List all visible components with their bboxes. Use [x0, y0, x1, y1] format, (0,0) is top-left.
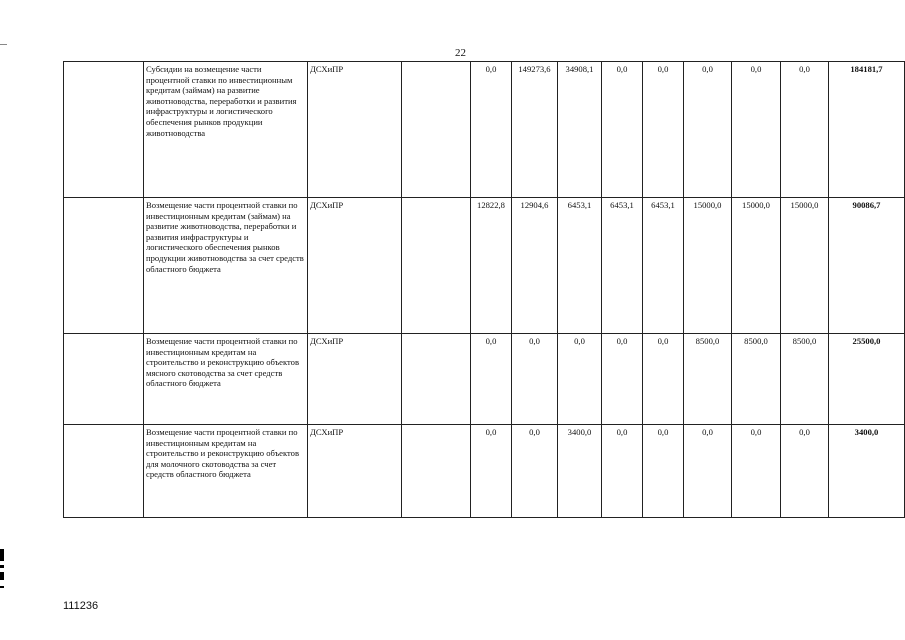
- value-cell: 0,0: [781, 425, 829, 518]
- budget-table: [63, 61, 905, 518]
- value-cell: 3400,0: [558, 425, 602, 518]
- value-cell: 0,0: [471, 62, 512, 198]
- scan-margin-mark: [0, 586, 4, 588]
- value-cell: 0,0: [471, 334, 512, 425]
- value-cell: 0,0: [643, 62, 684, 198]
- total-cell: 3400,0: [829, 425, 905, 518]
- total-cell: 90086,7: [829, 198, 905, 334]
- description-cell: Возмещение части процентной ставки по инвестиционным кредитам (займам) на развитие животноводства, переработки и развития инфраструктуры и логистического обеспечения рынков продукции животноводства за счет средств областного бюджета: [144, 198, 308, 334]
- value-cell: 0,0: [512, 334, 558, 425]
- value-cell: 0,0: [781, 62, 829, 198]
- value-cell: 15000,0: [684, 198, 732, 334]
- value-cell: 0,0: [602, 62, 643, 198]
- value-cell: 0,0: [471, 425, 512, 518]
- value-cell: 0,0: [643, 425, 684, 518]
- value-cell: 6453,1: [602, 198, 643, 334]
- value-cell: 0,0: [602, 334, 643, 425]
- value-cell: 0,0: [558, 334, 602, 425]
- source-cell: [402, 425, 471, 518]
- row-number-cell: [64, 62, 144, 198]
- row-number-cell: [64, 334, 144, 425]
- executor-cell: ДСХиПР: [308, 334, 402, 425]
- value-cell: 0,0: [732, 62, 781, 198]
- source-cell: [402, 198, 471, 334]
- description-cell: Субсидии на возмещение части процентной ставки по инвестиционным кредитам (займам) на развитие животноводства, переработки и развития инфраструктуры и логистического обеспечения рынков продукции животноводства: [144, 62, 308, 198]
- table-row: [64, 198, 905, 334]
- total-cell: 25500,0: [829, 334, 905, 425]
- value-cell: 0,0: [684, 62, 732, 198]
- row-number-cell: [64, 425, 144, 518]
- table-row: [64, 334, 905, 425]
- value-cell: 0,0: [684, 425, 732, 518]
- scan-margin-mark: [0, 572, 4, 580]
- value-cell: 6453,1: [643, 198, 684, 334]
- executor-cell: ДСХиПР: [308, 62, 402, 198]
- source-cell: [402, 62, 471, 198]
- scan-margin-mark: [0, 549, 4, 561]
- scan-margin-mark: [0, 44, 7, 45]
- value-cell: 12904,6: [512, 198, 558, 334]
- source-cell: [402, 334, 471, 425]
- row-number-cell: [64, 198, 144, 334]
- page-number: 22: [455, 47, 466, 59]
- value-cell: 34908,1: [558, 62, 602, 198]
- scan-margin-mark: [0, 565, 4, 568]
- value-cell: 15000,0: [781, 198, 829, 334]
- value-cell: 8500,0: [684, 334, 732, 425]
- document-code: 111236: [63, 600, 99, 612]
- value-cell: 15000,0: [732, 198, 781, 334]
- value-cell: 0,0: [512, 425, 558, 518]
- value-cell: 8500,0: [781, 334, 829, 425]
- value-cell: 0,0: [602, 425, 643, 518]
- description-cell: Возмещение части процентной ставки по инвестиционным кредитам на строительство и реконструкцию объектов для молочного скотоводства за счет средств областного бюджета: [144, 425, 308, 518]
- value-cell: 0,0: [732, 425, 781, 518]
- value-cell: 6453,1: [558, 198, 602, 334]
- executor-cell: ДСХиПР: [308, 425, 402, 518]
- executor-cell: ДСХиПР: [308, 198, 402, 334]
- description-cell: Возмещение части процентной ставки по инвестиционным кредитам на строительство и реконструкцию объектов мясного скотоводства за счет средств областного бюджета: [144, 334, 308, 425]
- value-cell: 8500,0: [732, 334, 781, 425]
- value-cell: 12822,8: [471, 198, 512, 334]
- total-cell: 184181,7: [829, 62, 905, 198]
- value-cell: 149273,6: [512, 62, 558, 198]
- table-row: [64, 62, 905, 198]
- table-row: [64, 425, 905, 518]
- value-cell: 0,0: [643, 334, 684, 425]
